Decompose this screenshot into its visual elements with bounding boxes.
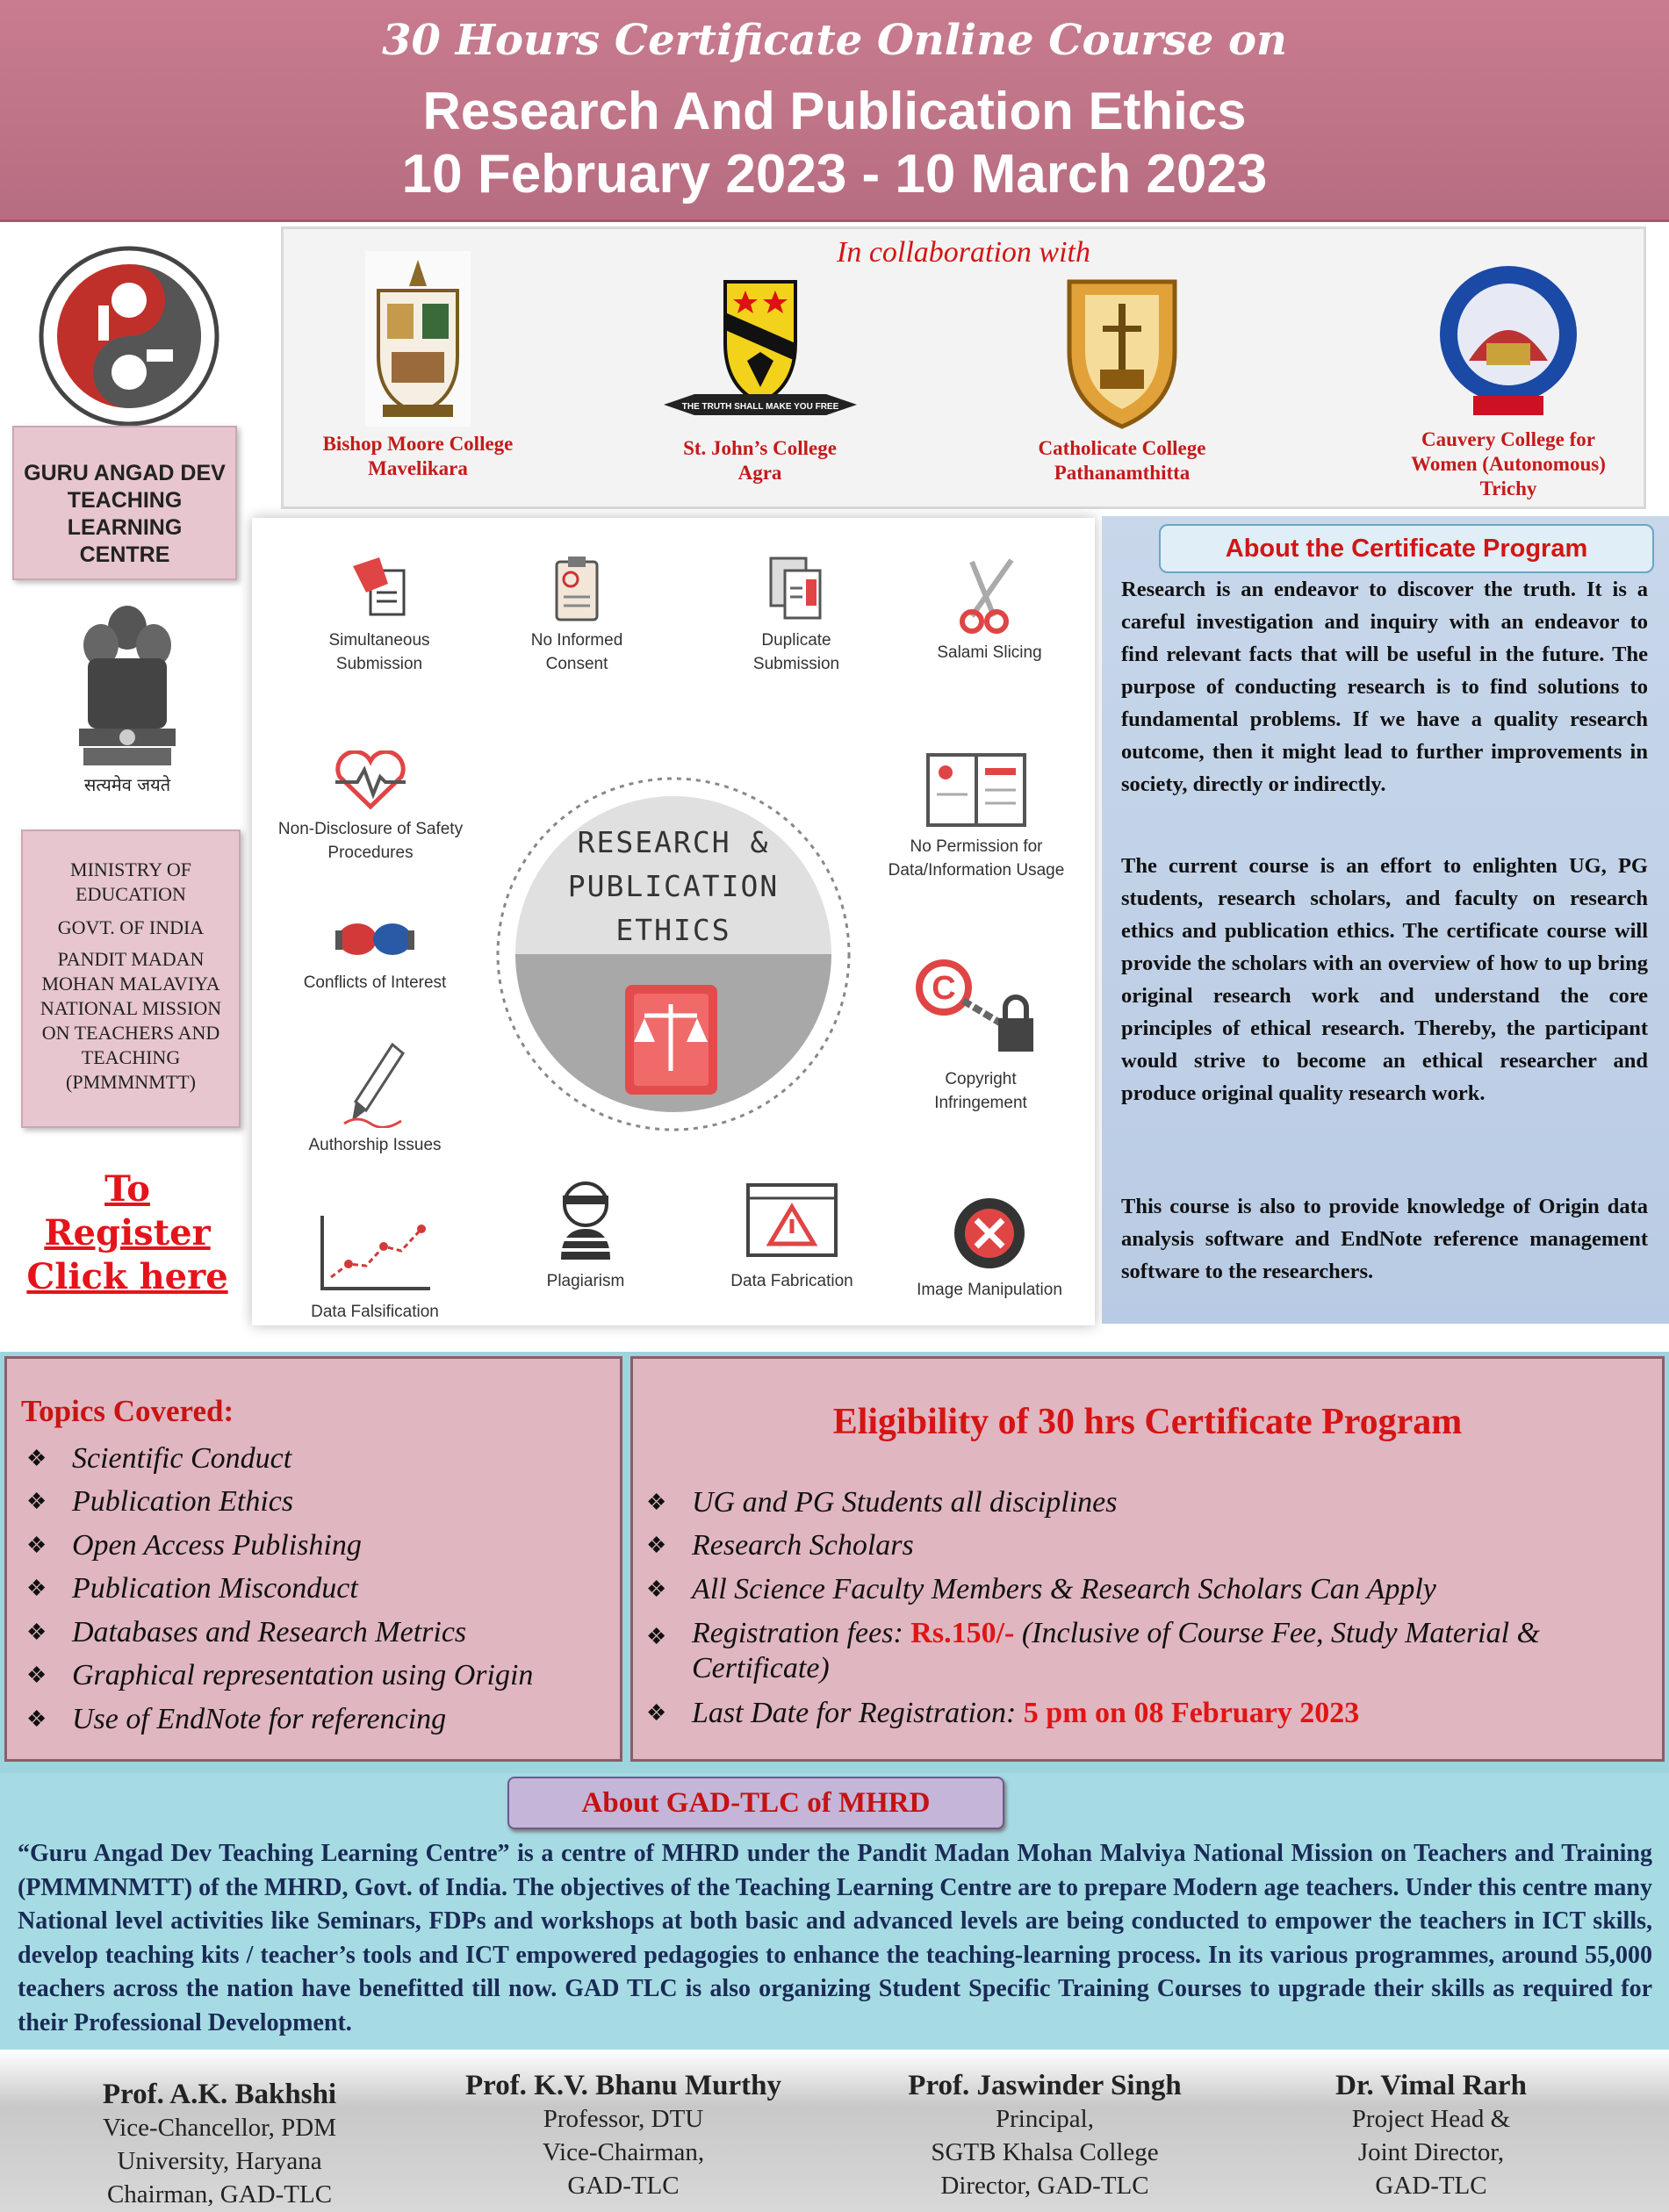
ethics-infographic [252,518,1095,1325]
plagiarism-item: Plagiarism [515,1176,656,1293]
cauvery-crest-icon [1425,264,1592,422]
ministry-line: MOHAN MALAVIYA [41,973,220,995]
authorship-issues-item: Authorship Issues [270,1040,480,1157]
college-place: Women (Autonomous) [1411,453,1606,475]
ashoka-emblem-icon [61,597,193,768]
ministry-line: NATIONAL MISSION [40,997,222,1019]
eligibility-item: ❖ UG and PG Students all disciplines [646,1486,1118,1519]
topic-item: ❖ Databases and Research Metrics [26,1616,467,1648]
bullet-icon: ❖ [646,1624,667,1649]
svg-text:C: C [932,970,956,1007]
ministry-line: GOVT. OF INDIA [57,916,205,938]
eligibility-item: ❖ Research Scholars [646,1529,914,1562]
register-link[interactable] [18,1167,237,1299]
eligibility-title: Eligibility of 30 hrs Certificate Program [832,1402,1463,1442]
college-name: Bishop Moore College [322,433,514,455]
course-subtitle: 30 Hours Certificate Online Course on [382,16,1287,65]
data-fabrication-item: Data Fabrication [704,1181,880,1293]
ministry-line: ON TEACHERS AND [41,1022,220,1044]
no-informed-consent-item: No Informed Consent [507,553,647,676]
header-banner [0,0,1669,222]
patron-bakhshi: Prof. A.K. Bakhshi Vice-Chancellor, PDM University, Haryana Chairman, GAD-TLC [102,2079,337,2208]
collaboration-title: In collaboration with [837,236,1090,269]
eligibility-panel [630,1356,1665,1762]
bishop-moore-crest-icon [365,251,471,427]
catholicate-crest-icon [1061,273,1183,431]
about-paragraph-3: This course is also to provide knowledge of Origin data analysis software and EndNote reference management software to the researchers. [1121,1195,1648,1283]
bullet-icon: ❖ [26,1489,47,1514]
college-name: Catholicate College [1038,437,1206,459]
about-paragraph-2: The current course is an effort to enlighten UG, PG students, research scholars, and faculty on research ethics and publication ethics. The certificate course will provide the scholars with an overview of how to up bring original research work and understand the core principles of ethical research. Thereby, the participant would strive to become an ethical researcher and produce original quality research work. [1121,854,1648,1105]
college-place: Mavelikara [368,457,468,479]
simultaneous-submission-item: Simultaneous Submission [278,553,480,676]
st-johns-motto: THE TRUTH SHALL MAKE YOU FREE [681,402,838,412]
college-bishop-moore [291,251,545,481]
topic-item: ❖ Publication Ethics [26,1485,294,1518]
clipboard-icon [546,553,608,623]
topic-item: ❖ Use of EndNote for referencing [26,1703,447,1735]
image-manipulation-item: Image Manipulation [893,1194,1086,1302]
ministry-line: EDUCATION [76,883,186,905]
topics-title: Topics Covered: [21,1394,234,1428]
centre-line: CENTRE [79,542,170,567]
fees-value: Rs.150/- [910,1617,1015,1649]
conflicts-of-interest-item: Conflicts of Interest [270,913,480,995]
patron-singh: Prof. Jaswinder Singh Principal, SGTB Khalsa College Director, GAD-TLC [908,2070,1182,2200]
college-name: Cauvery College for [1421,428,1595,450]
emblem-caption: सत्यमेव जयते [83,774,171,795]
college-catholicate [990,273,1254,485]
collaboration-panel [281,226,1646,509]
bullet-icon: ❖ [26,1533,47,1558]
eligibility-item: ❖ All Science Faculty Members & Research Scholars Can Apply [646,1573,1436,1605]
heartbeat-icon [331,750,410,812]
last-date-item: ❖ Last Date for Registration: 5 pm on 08 February 2023 [646,1697,1360,1729]
about-gad-text: “Guru Angad Dev Teaching Learning Centre” is a centre of MHRD under the Pandit Madan Mohan Malviya National Mission on Teachers and Training (PMMMNMTT) of the MHRD, Govt. of India. The objectives of the Teaching Learning Centre are to prepare Modern age teachers. Under this centre many National level activities like Seminars, FDPs and workshops at both basic and advanced levels are being conducted to empower the teachers in ICT skills, develop teaching kits / teacher’s tools and ICT empowered pedagogies to enhance the teaching-learning process. In its various programmes, around 55,000 teachers across the nation have benefitted till now. GAD TLC is also organizing Student Specific Training Courses to upgrade their skills as required for their Professional Development. [18,1840,1652,2036]
college-name: St. John’s College [683,437,837,459]
salami-slicing-item: Salami Slicing [902,553,1077,664]
college-city: Trichy [1479,478,1537,499]
tools-gear-icon [950,1194,1029,1273]
ministry-line: MINISTRY OF [70,858,191,880]
ministry-line: TEACHING [81,1046,181,1068]
patron-murthy: Prof. K.V. Bhanu Murthy Professor, DTU Vice-Chairman, GAD-TLC [464,2070,781,2200]
about-gad-title: About GAD-TLC of MHRD [507,1777,1004,1829]
ministry-line: (PMMMNMTT) [66,1071,196,1093]
ministry-line: PANDIT MADAN [57,948,205,970]
centre-line: LEARNING [67,515,183,540]
bullet-icon: ❖ [646,1700,667,1726]
duplicate-submission-item: Duplicate Submission [726,553,867,676]
center-line: RESEARCH & [577,825,770,859]
about-program-title: About the Certificate Program [1159,524,1654,573]
topic-item: ❖ Open Access Publishing [26,1529,362,1562]
topic-item: ❖ Publication Misconduct [26,1572,358,1605]
center-title [555,821,792,952]
data-falsification-item: Data Falsification [287,1211,463,1324]
st-johns-crest-icon [659,273,861,431]
thief-icon [550,1176,621,1264]
bullet-icon: ❖ [26,1706,47,1732]
center-line: PUBLICATION [567,869,780,903]
topic-item: ❖ Scientific Conduct [26,1442,292,1475]
copyright-item: C Copyright Infringement [875,957,1086,1115]
bullet-icon: ❖ [646,1533,667,1558]
college-cauvery [1377,264,1640,501]
footer-patrons [0,2050,1669,2212]
centre-line: GURU ANGAD DEV [24,461,226,485]
college-place: Pathanamthitta [1054,462,1191,484]
copyright-lock-icon [910,957,1051,1062]
topics-panel [4,1356,622,1762]
patron-rarh: Dr. Vimal Rarh Project Head & Joint Director, GAD-TLC [1335,2070,1527,2200]
register-line[interactable]: To Register [44,1168,211,1253]
bullet-icon: ❖ [26,1620,47,1645]
gad-tlc-name-box [12,426,237,580]
no-permission-item: No Permission for Data/Information Usage [867,750,1086,882]
center-line: ETHICS [615,913,731,947]
open-book-icon [924,750,1029,830]
boxing-gloves-icon [335,913,414,966]
college-place: Agra [737,462,782,484]
registration-fees-item: ❖ Registration fees: Rs.150/- (Inclusive of Course Fee, Study Material & Certificate) [646,1617,1540,1684]
bullet-icon: ❖ [26,1663,47,1688]
hand-document-icon [349,553,410,623]
copy-documents-icon [766,553,827,623]
register-line[interactable]: Click here [26,1256,228,1297]
bullet-icon: ❖ [26,1446,47,1471]
warning-window-icon [744,1181,840,1264]
topic-item: ❖ Graphical representation using Origin [26,1659,534,1691]
college-st-johns [635,273,885,485]
last-date-value: 5 pm on 08 February 2023 [1023,1697,1360,1729]
bullet-icon: ❖ [26,1576,47,1601]
course-title: Research And Publication Ethics [422,82,1247,140]
non-disclosure-item: Non-Disclosure of Safety Procedures [252,750,489,865]
ministry-box [21,830,241,1128]
bullet-icon: ❖ [646,1576,667,1602]
about-paragraph-1: Research is an endeavor to discover the truth. It is a careful investigation and inquiry with an endeavor to find relevant facts that will be useful in the future. The purpose of conducting research is to find solutions to fundamental problems. If we have a quality research outcome, then it might lead to further improvements in society, directly or indirectly. [1121,578,1648,796]
course-dates: 10 February 2023 - 10 March 2023 [401,144,1268,205]
national-emblem [61,597,193,799]
centre-line: TEACHING [67,488,183,513]
gad-tlc-logo [37,244,221,428]
bullet-icon: ❖ [646,1490,667,1515]
scissors-icon [954,553,1025,636]
pen-icon [340,1040,410,1128]
line-graph-icon [318,1211,432,1295]
